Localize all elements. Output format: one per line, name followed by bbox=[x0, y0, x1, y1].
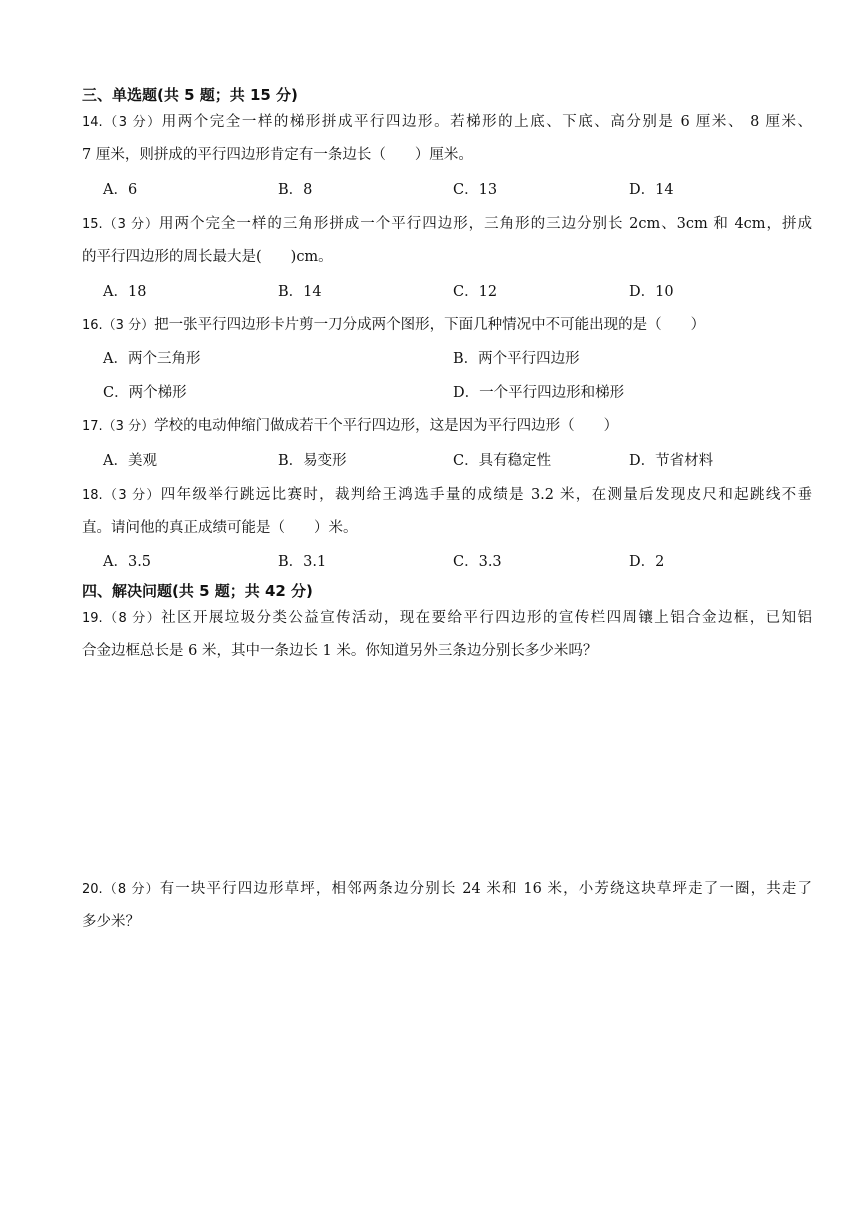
question-14-text-1: 用两个完全一样的梯形拼成平行四边形。若梯形的上底、下底、高分别是 6 厘米、 8 厘米、 bbox=[161, 114, 813, 130]
question-15-number: 15.（3 分） bbox=[82, 217, 159, 232]
question-14-line-1 bbox=[82, 112, 812, 133]
question-15-text-1: 用两个完全一样的三角形拼成一个平行四边形，三角形的三边分别长 2cm、3cm 和 4cm，拼成 bbox=[159, 216, 812, 232]
question-19-line-2: 合金边框总长是 6 米，其中一条边长 1 米。你知道另外三条边分别长多少米吗？ bbox=[82, 643, 598, 659]
question-16-option-d: D．一个平行四边形和梯形 bbox=[453, 385, 625, 401]
question-18-option-a: A．3.5 bbox=[103, 554, 152, 570]
question-16-option-a: A．两个三角形 bbox=[103, 351, 201, 367]
question-15-option-a: A．18 bbox=[103, 284, 147, 300]
section-heading-problem-solving: 四、解决问题(共 5 题；共 42 分) bbox=[82, 582, 313, 600]
question-15-option-d: D．10 bbox=[629, 284, 674, 300]
question-16-option-c: C．两个梯形 bbox=[103, 385, 187, 401]
question-17-option-c: C．具有稳定性 bbox=[453, 453, 552, 469]
section-heading-single-choice: 三、单选题(共 5 题；共 15 分) bbox=[82, 86, 298, 104]
question-18-option-b: B．3.1 bbox=[278, 554, 327, 570]
question-20-line-1 bbox=[82, 879, 812, 900]
question-15-option-b: B．14 bbox=[278, 284, 322, 300]
question-20-number: 20.（8 分） bbox=[82, 882, 160, 897]
question-15-option-c: C．12 bbox=[453, 284, 498, 300]
question-18-option-d: D．2 bbox=[629, 554, 665, 570]
question-19-number: 19.（8 分） bbox=[82, 611, 162, 626]
question-18-number: 18.（3 分） bbox=[82, 488, 161, 503]
question-17-option-d: D．节省材料 bbox=[629, 453, 714, 469]
question-18-text-1: 四年级举行跳远比赛时，裁判给王鸿选手量的成绩是 3.2 米，在测量后发现皮尺和起跳线不垂 bbox=[160, 487, 812, 503]
question-16-option-b: B．两个平行四边形 bbox=[453, 351, 580, 367]
question-14-option-b: B．8 bbox=[278, 182, 313, 198]
question-20-text-1: 有一块平行四边形草坪，相邻两条边分别长 24 米和 16 米，小芳绕这块草坪走了一圈，共走了 bbox=[159, 881, 812, 897]
question-14-line-2: 7 厘米，则拼成的平行四边形肯定有一条边长（ ）厘米。 bbox=[82, 147, 473, 163]
question-16-line-1 bbox=[82, 315, 812, 336]
question-14-number: 14.（3 分） bbox=[82, 115, 162, 130]
question-19-line-1 bbox=[82, 608, 812, 629]
question-18-line-1 bbox=[82, 485, 812, 506]
question-17-option-a: A．美观 bbox=[103, 453, 157, 469]
question-18-line-2: 直。请问他的真正成绩可能是（ ）米。 bbox=[82, 520, 358, 536]
question-18-option-c: C．3.3 bbox=[453, 554, 502, 570]
question-14-option-c: C．13 bbox=[453, 182, 498, 198]
question-17-option-b: B．易变形 bbox=[278, 453, 347, 469]
question-20-line-2: 多少米？ bbox=[82, 914, 140, 930]
question-14-option-a: A．6 bbox=[103, 182, 138, 198]
question-14-option-d: D．14 bbox=[629, 182, 674, 198]
question-16-text-1: 把一张平行四边形卡片剪一刀分成两个图形，下面几种情况中不可能出现的是（ ） bbox=[154, 317, 706, 333]
question-16-number: 16.（3 分） bbox=[82, 318, 155, 333]
question-17-text-1: 学校的电动伸缩门做成若干个平行四边形，这是因为平行四边形（ ） bbox=[154, 418, 619, 434]
question-17-number: 17.（3 分） bbox=[82, 419, 155, 434]
question-17-line-1 bbox=[82, 416, 812, 437]
question-15-line-2: 的平行四边形的周长最大是( )cm。 bbox=[82, 249, 333, 265]
question-19-text-1: 社区开展垃圾分类公益宣传活动，现在要给平行四边形的宣传栏四周镶上铝合金边框，已知铝 bbox=[161, 610, 812, 626]
question-15-line-1 bbox=[82, 214, 812, 235]
